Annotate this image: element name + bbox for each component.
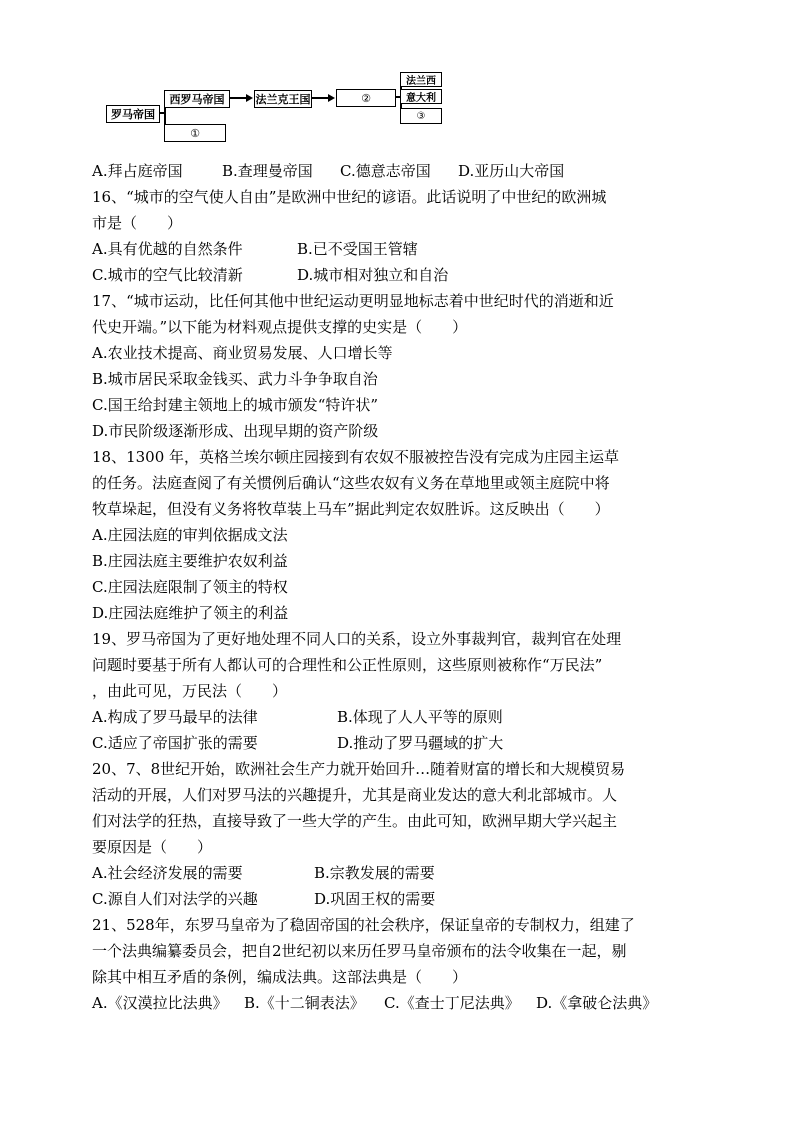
option-a[interactable]: A.《汉漠拉比法典》 bbox=[92, 994, 228, 1012]
question-21 bbox=[92, 912, 712, 1016]
question-15-options bbox=[92, 158, 712, 184]
arrow-right-icon bbox=[328, 94, 335, 102]
option-a[interactable]: A.农业技术提高、商业贸易发展、人口增长等 bbox=[92, 344, 393, 362]
question-text: 17、“城市运动，比任何其他中世纪运动更明显地标志着中世纪时代的消逝和近 bbox=[92, 292, 614, 310]
option-d[interactable]: D.城市相对独立和自治 bbox=[297, 266, 449, 284]
france-box: 法兰西 bbox=[400, 72, 442, 87]
question-text: 代史开端。”以下能为材料观点提供支撑的史实是（ ） bbox=[92, 318, 468, 336]
question-text: 20、7、8世纪开始，欧洲社会生产力就开始回升…随着财富的增长和大规模贸易 bbox=[92, 760, 626, 778]
blank-2-box: ② bbox=[336, 89, 396, 107]
option-a[interactable]: A.社会经济发展的需要 bbox=[92, 864, 243, 882]
question-text: 一个法典编纂委员会，把自2世纪初以来历任罗马皇帝颁布的法令收集在一起，剔 bbox=[92, 942, 627, 960]
question-text: 16、“城市的空气使人自由”是欧洲中世纪的谚语。此话说明了中世纪的欧洲城 bbox=[92, 188, 607, 206]
question-17 bbox=[92, 288, 712, 444]
option-b[interactable]: B.城市居民采取金钱买、武力斗争争取自治 bbox=[92, 370, 378, 388]
option-b[interactable]: B.庄园法庭主要维护农奴利益 bbox=[92, 552, 288, 570]
question-text: 21、528年，东罗马皇帝为了稳固帝国的社会秩序，保证皇帝的专制权力，组建了 bbox=[92, 916, 635, 934]
option-b[interactable]: B.查理曼帝国 bbox=[222, 162, 313, 180]
option-d[interactable]: D.庄园法庭维护了领主的利益 bbox=[92, 604, 289, 622]
option-d[interactable]: D.推动了罗马疆域的扩大 bbox=[337, 734, 504, 752]
option-c[interactable]: C.国王给封建主领地上的城市颁发“特许状” bbox=[92, 396, 379, 414]
frankish-kingdom-box: 法兰克王国 bbox=[254, 90, 312, 108]
option-a[interactable]: A.拜占庭帝国 bbox=[92, 162, 183, 180]
history-flow-diagram bbox=[100, 68, 450, 148]
option-b[interactable]: B.体现了人人平等的原则 bbox=[337, 708, 503, 726]
roman-empire-box: 罗马帝国 bbox=[106, 105, 160, 123]
question-text: 牧草垛起，但没有义务将牧草装上马车”据此判定农奴胜诉。这反映出（ ） bbox=[92, 500, 610, 518]
option-b[interactable]: B.已不受国王管辖 bbox=[297, 240, 418, 258]
blank-1-box: ① bbox=[164, 124, 226, 142]
question-text: 市是（ ） bbox=[92, 214, 183, 232]
italy-box: 意大利 bbox=[400, 89, 442, 104]
question-text: 问题时要基于所有人都认可的合理性和公正性原则，这些原则被称作“万民法” bbox=[92, 656, 603, 674]
question-text: 19、罗马帝国为了更好地处理不同人口的关系，设立外事裁判官，裁判官在处理 bbox=[92, 630, 622, 648]
blank-3-box: ③ bbox=[400, 108, 442, 124]
option-a[interactable]: A.构成了罗马最早的法律 bbox=[92, 708, 258, 726]
option-d[interactable]: D.亚历山大帝国 bbox=[458, 162, 565, 180]
question-text: 要原因是（ ） bbox=[92, 838, 213, 856]
arrow-right-icon bbox=[246, 94, 253, 102]
option-c[interactable]: C.《查士丁尼法典》 bbox=[384, 994, 520, 1012]
option-b[interactable]: B.宗教发展的需要 bbox=[314, 864, 435, 882]
west-roman-empire-box: 西罗马帝国 bbox=[164, 90, 230, 108]
question-text: 18、1300 年，英格兰埃尔顿庄园接到有农奴不服被控告没有完成为庄园主运草 bbox=[92, 448, 620, 466]
question-text: 活动的开展，人们对罗马法的兴趣提升，尤其是商业发达的意大利北部城市。人 bbox=[92, 786, 618, 804]
option-d[interactable]: D.《拿破仑法典》 bbox=[536, 994, 658, 1012]
option-c[interactable]: C.城市的空气比较清新 bbox=[92, 266, 243, 284]
option-c[interactable]: C.德意志帝国 bbox=[340, 162, 431, 180]
option-d[interactable]: D.巩固王权的需要 bbox=[314, 890, 436, 908]
option-c[interactable]: C.源自人们对法学的兴趣 bbox=[92, 890, 258, 908]
option-c[interactable]: C.庄园法庭限制了领主的特权 bbox=[92, 578, 288, 596]
option-b[interactable]: B.《十二铜表法》 bbox=[244, 994, 365, 1012]
arrow-shaft bbox=[229, 97, 247, 99]
option-d[interactable]: D.市民阶级逐渐形成、出现早期的资产阶级 bbox=[92, 422, 379, 440]
option-a[interactable]: A.庄园法庭的审判依据成文法 bbox=[92, 526, 288, 544]
question-text: ，由此可见，万民法（ ） bbox=[92, 682, 288, 700]
question-text: 的任务。法庭查阅了有关惯例后确认“这些农奴有义务在草地里或领主庭院中将 bbox=[92, 474, 610, 492]
question-20 bbox=[92, 756, 712, 912]
question-19 bbox=[92, 626, 712, 756]
question-16 bbox=[92, 184, 712, 288]
question-text: 除其中相互矛盾的条例，编成法典。这部法典是（ ） bbox=[92, 968, 468, 986]
question-18 bbox=[92, 444, 712, 626]
question-text: 们对法学的狂热，直接导致了一些大学的产生。由此可知，欧洲早期大学兴起主 bbox=[92, 812, 618, 830]
option-c[interactable]: C.适应了帝国扩张的需要 bbox=[92, 734, 258, 752]
option-a[interactable]: A.具有优越的自然条件 bbox=[92, 240, 243, 258]
arrow-shaft bbox=[311, 97, 329, 99]
